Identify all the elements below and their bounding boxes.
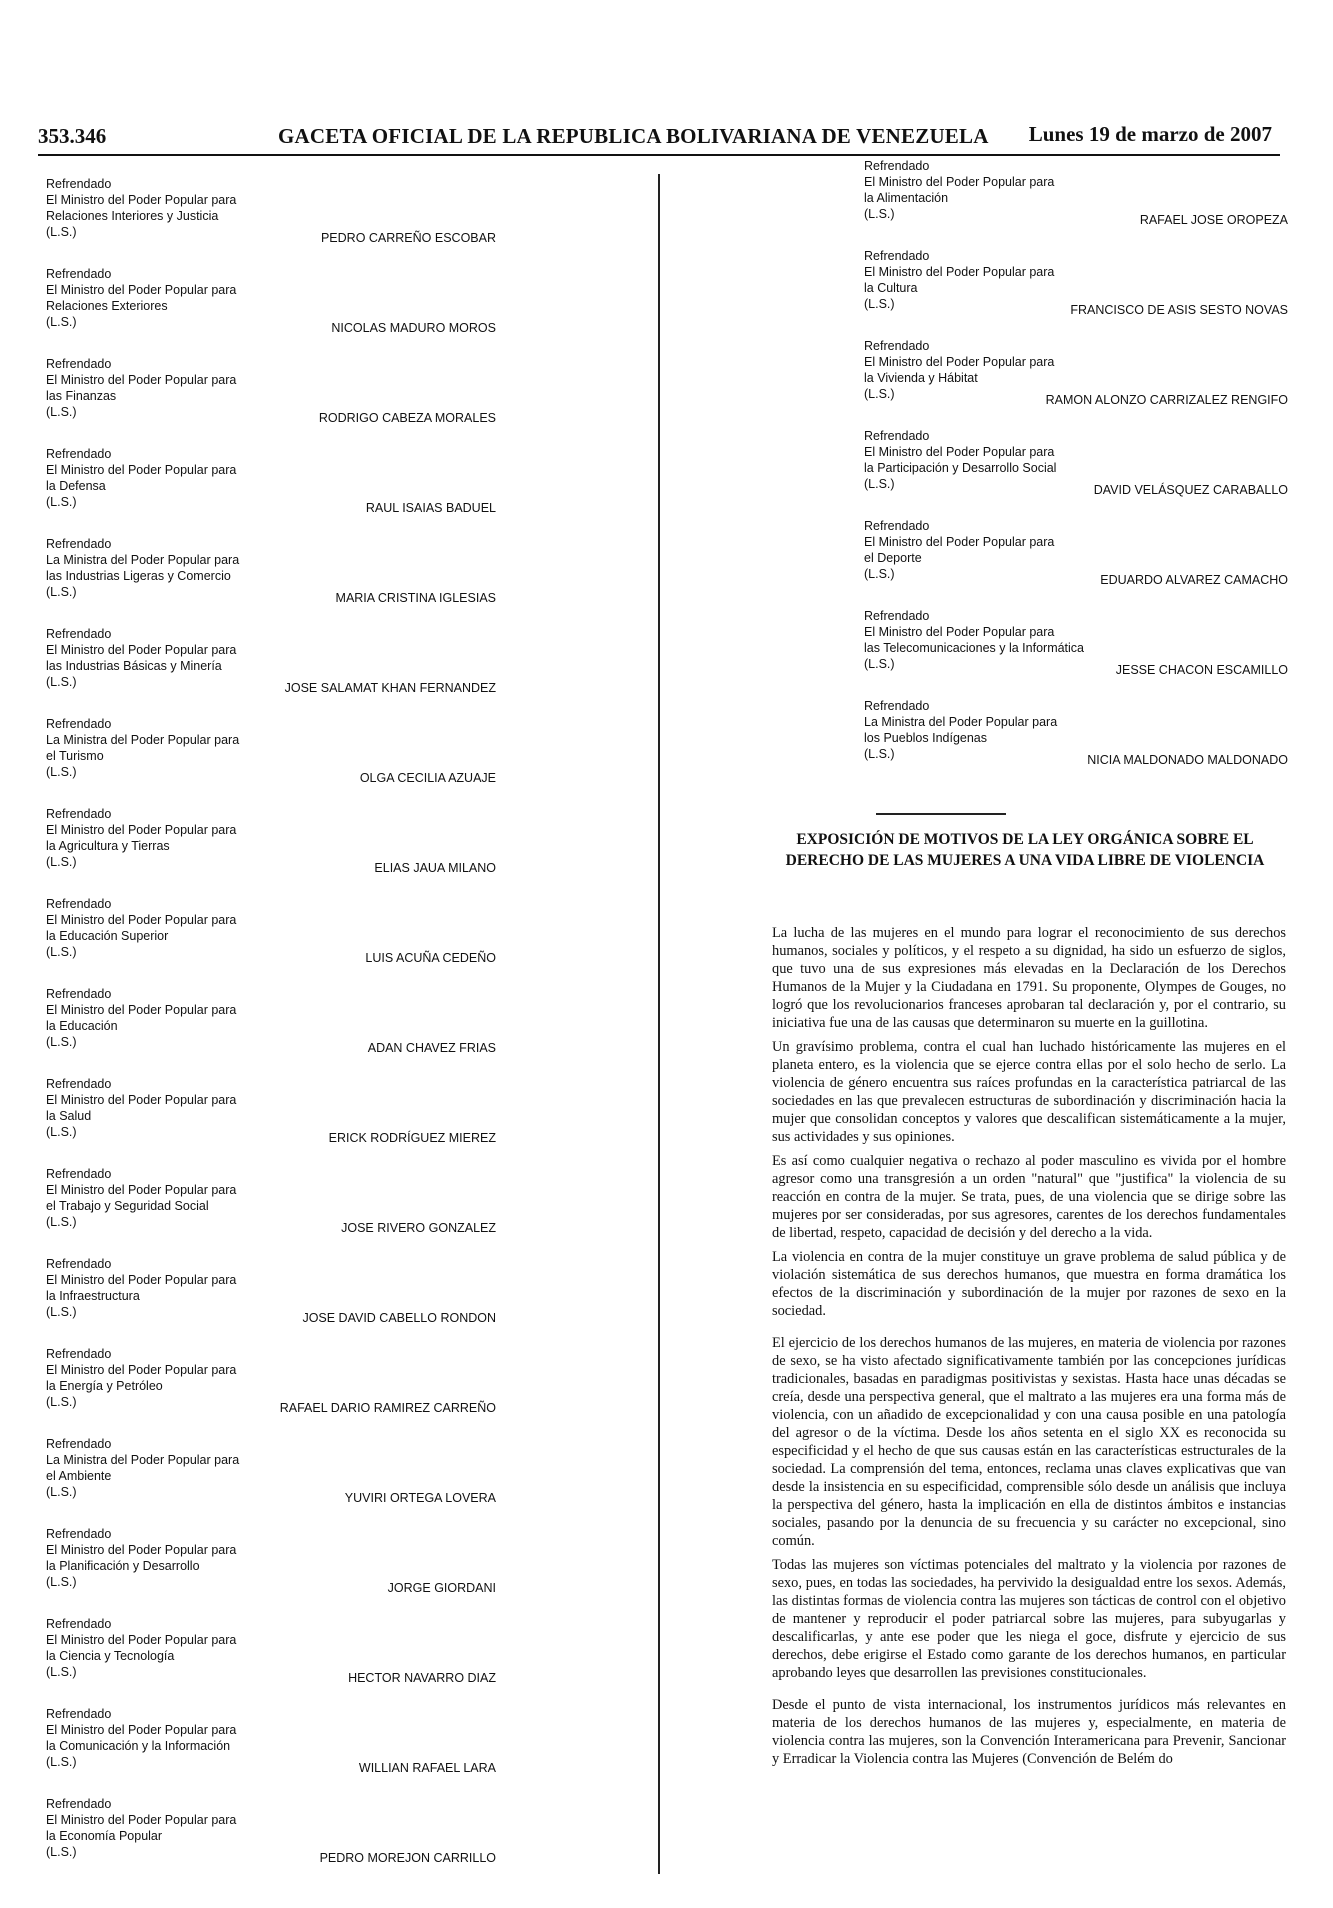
signature-block: [864, 518, 1288, 608]
signature-line: (L.S.): [46, 1305, 77, 1319]
signature-line: El Ministro del Poder Popular para: [46, 823, 237, 837]
minister-name: LUIS ACUÑA CEDEÑO: [365, 951, 496, 965]
signature-line: (L.S.): [864, 207, 895, 221]
signature-line: Refrendado: [46, 357, 112, 371]
minister-name: HECTOR NAVARRO DIAZ: [348, 1671, 496, 1685]
left-signatures-column: [46, 176, 496, 1886]
minister-name: JOSE DAVID CABELLO RONDON: [302, 1311, 496, 1325]
signature-line: Refrendado: [864, 339, 930, 353]
signature-block: [46, 446, 496, 536]
signature-block: [46, 176, 496, 266]
signature-line: El Ministro del Poder Popular para: [864, 625, 1055, 639]
signature-line: El Ministro del Poder Popular para: [46, 1363, 237, 1377]
signature-line: Refrendado: [46, 1257, 112, 1271]
minister-name: RAMON ALONZO CARRIZALEZ RENGIFO: [1045, 393, 1288, 407]
signature-line: la Defensa: [46, 479, 106, 493]
signature-line: Refrendado: [864, 699, 930, 713]
signature-line: El Ministro del Poder Popular para: [46, 373, 237, 387]
signature-line: la Comunicación y la Información: [46, 1739, 231, 1753]
signature-line: El Ministro del Poder Popular para: [46, 1183, 237, 1197]
signature-line: la Alimentación: [864, 191, 949, 205]
signature-line: la Planificación y Desarrollo: [46, 1559, 200, 1573]
signature-line: (L.S.): [864, 297, 895, 311]
signature-line: (L.S.): [46, 945, 77, 959]
signature-line: (L.S.): [46, 675, 77, 689]
minister-name: PEDRO MOREJON CARRILLO: [319, 1851, 496, 1865]
signature-line: las Finanzas: [46, 389, 117, 403]
minister-name: EDUARDO ALVAREZ CAMACHO: [1100, 573, 1288, 587]
signature-line: Relaciones Interiores y Justicia: [46, 209, 219, 223]
signature-line: (L.S.): [46, 1575, 77, 1589]
signature-line: el Deporte: [864, 551, 922, 565]
body-paragraph: Todas las mujeres son víctimas potenciales del maltrato y la violencia por razones de sexo, pues, en todas las sociedades, ha pervivido la desigualdad entre los sexos. Además, las distintas formas de violencia contra las mujeres son tácticas de control con el objetivo de mantener y reproducir el poder patriarcal sobre las mujeres, para subyugarlas y descalificarlas, y ante ese poder que les niega el goce, disfrute y ejercicio de sus derechos, debe erigirse el Estado como garante de los derechos humanos, en particular aprobando leyes que desarrollen las previsiones constitucionales.: [772, 1557, 1286, 1681]
minister-name: NICIA MALDONADO MALDONADO: [1087, 753, 1288, 767]
minister-name: NICOLAS MADURO MOROS: [331, 321, 496, 335]
signature-line: la Educación Superior: [46, 929, 169, 943]
minister-name: RAFAEL DARIO RAMIREZ CARREÑO: [279, 1401, 496, 1415]
signature-line: El Ministro del Poder Popular para: [46, 1273, 237, 1287]
signature-line: El Ministro del Poder Popular para: [864, 445, 1055, 459]
minister-name: JORGE GIORDANI: [387, 1581, 496, 1595]
signature-line: la Vivienda y Hábitat: [864, 371, 978, 385]
signature-line: la Salud: [46, 1109, 92, 1123]
signature-line: Refrendado: [864, 609, 930, 623]
signature-line: Refrendado: [46, 1437, 112, 1451]
minister-name: YUVIRI ORTEGA LOVERA: [344, 1491, 496, 1505]
minister-name: WILLIAN RAFAEL LARA: [358, 1761, 496, 1775]
column-divider: [658, 174, 660, 1874]
signature-line: Refrendado: [46, 1167, 112, 1181]
signature-block: [46, 356, 496, 446]
minister-name: FRANCISCO DE ASIS SESTO NOVAS: [1070, 303, 1288, 317]
signature-block: [46, 1796, 496, 1886]
issue-date: Lunes 19 de marzo de 2007: [1028, 122, 1272, 146]
signature-line: (L.S.): [864, 477, 895, 491]
signature-block: [46, 626, 496, 716]
signature-line: el Turismo: [46, 749, 104, 763]
signature-line: (L.S.): [46, 315, 77, 329]
signature-line: las Telecomunicaciones y la Informática: [864, 641, 1085, 655]
signature-line: La Ministra del Poder Popular para: [864, 715, 1058, 729]
signature-block: [46, 896, 496, 986]
signature-line: (L.S.): [46, 225, 77, 239]
signature-block: [46, 266, 496, 356]
right-signatures-column: [864, 158, 1288, 788]
signature-line: Refrendado: [46, 1617, 112, 1631]
body-paragraph: La violencia en contra de la mujer constituye un grave problema de salud pública y de violación sistemática de sus derechos humanos, que muestra en forma dramática los efectos de la discriminación y subordinación de la mujer por razones de sexo en la sociedad.: [772, 1249, 1286, 1319]
body-paragraph: Es así como cualquier negativa o rechazo al poder masculino es vivida por el hombre agresor como una transgresión a un orden "natural" que "justifica" la violencia de su reacción en contra de la mujer. Se trata, pues, de una violencia que se dirige sobre las mujeres por ser consideradas, por sus agresores, carentes de los derechos fundamentales de libertad, respeto, capacidad de decisión y del derecho a la vida.: [772, 1153, 1286, 1241]
signature-block: [864, 338, 1288, 428]
signature-line: (L.S.): [46, 1035, 77, 1049]
signature-line: El Ministro del Poder Popular para: [46, 283, 237, 297]
signature-block: [864, 428, 1288, 518]
signature-line: La Ministra del Poder Popular para: [46, 733, 240, 747]
signature-line: El Ministro del Poder Popular para: [864, 175, 1055, 189]
signature-block: [864, 248, 1288, 338]
signature-line: (L.S.): [46, 855, 77, 869]
signature-line: El Ministro del Poder Popular para: [864, 535, 1055, 549]
minister-name: RODRIGO CABEZA MORALES: [318, 411, 496, 425]
signature-block: [46, 1166, 496, 1256]
signature-line: Refrendado: [46, 1347, 112, 1361]
minister-name: RAUL ISAIAS BADUEL: [365, 501, 496, 515]
signature-line: Refrendado: [46, 1797, 112, 1811]
signature-line: Refrendado: [46, 1707, 112, 1721]
signature-line: Refrendado: [46, 987, 112, 1001]
gazette-title: GACETA OFICIAL DE LA REPUBLICA BOLIVARIANA DE VENEZUELA: [278, 124, 989, 148]
signature-line: El Ministro del Poder Popular para: [864, 355, 1055, 369]
signature-line: Refrendado: [46, 267, 112, 281]
signature-line: (L.S.): [46, 1755, 77, 1769]
signature-block: [46, 986, 496, 1076]
signature-line: Refrendado: [864, 429, 930, 443]
minister-name: JOSE RIVERO GONZALEZ: [341, 1221, 496, 1235]
minister-name: ELIAS JAUA MILANO: [374, 861, 496, 875]
signature-line: (L.S.): [46, 495, 77, 509]
signature-line: El Ministro del Poder Popular para: [46, 1633, 237, 1647]
minister-name: MARIA CRISTINA IGLESIAS: [335, 591, 496, 605]
signature-line: Refrendado: [46, 1077, 112, 1091]
page-header: [38, 124, 1280, 156]
signature-line: el Trabajo y Seguridad Social: [46, 1199, 209, 1213]
signature-line: El Ministro del Poder Popular para: [46, 1813, 237, 1827]
minister-name: PEDRO CARREÑO ESCOBAR: [320, 231, 496, 245]
body-paragraph: Desde el punto de vista internacional, los instrumentos jurídicos más relevantes en materia de los derechos humanos de las mujeres y, especialmente, en materia de violencia contra las mujeres, son la Convención Interamericana para Prevenir, Sancionar y Erradicar la Violencia contra las Mujeres (Convención de Belém do: [772, 1697, 1286, 1767]
signature-line: (L.S.): [46, 1125, 77, 1139]
signature-line: (L.S.): [46, 1215, 77, 1229]
signature-line: Refrendado: [864, 519, 930, 533]
page-number: 353.346: [38, 124, 107, 148]
signature-line: Refrendado: [46, 537, 112, 551]
body-paragraph: Un gravísimo problema, contra el cual han luchado históricamente las mujeres en el planeta entero, es la violencia que se ejerce contra ellas por el solo hecho de serlo. La violencia de género encuentra sus raíces profundas en la característica patriarcal de las sociedades en las que prevalecen estructuras de subordinación y discriminación hacia la mujer que consolidan conceptos y valores que descalifican sistemáticamente a la mujer, sus actividades y sus opiniones.: [772, 1039, 1286, 1145]
signature-line: (L.S.): [864, 747, 895, 761]
signature-line: la Economía Popular: [46, 1829, 163, 1843]
signature-line: El Ministro del Poder Popular para: [46, 463, 237, 477]
signature-line: las Industrias Básicas y Minería: [46, 659, 222, 673]
signature-block: [46, 1616, 496, 1706]
signature-line: El Ministro del Poder Popular para: [46, 913, 237, 927]
signature-line: la Educación: [46, 1019, 118, 1033]
signature-line: Refrendado: [46, 897, 112, 911]
signature-line: (L.S.): [46, 1665, 77, 1679]
signature-line: (L.S.): [46, 1395, 77, 1409]
signature-line: las Industrias Ligeras y Comercio: [46, 569, 231, 583]
signature-line: (L.S.): [864, 387, 895, 401]
signature-line: El Ministro del Poder Popular para: [46, 643, 237, 657]
minister-name: JESSE CHACON ESCAMILLO: [1115, 663, 1288, 677]
signature-line: El Ministro del Poder Popular para: [46, 1723, 237, 1737]
minister-name: ERICK RODRÍGUEZ MIEREZ: [328, 1131, 496, 1145]
signature-line: (L.S.): [46, 1845, 77, 1859]
signature-block: [864, 608, 1288, 698]
signature-block: [46, 1436, 496, 1526]
signature-line: La Ministra del Poder Popular para: [46, 553, 240, 567]
signature-block: [46, 806, 496, 896]
signature-line: El Ministro del Poder Popular para: [864, 265, 1055, 279]
signature-line: la Cultura: [864, 281, 918, 295]
signature-line: el Ambiente: [46, 1469, 112, 1483]
signature-line: Refrendado: [46, 717, 112, 731]
signature-block: [46, 1256, 496, 1346]
signature-line: (L.S.): [46, 1485, 77, 1499]
signature-block: [46, 1706, 496, 1796]
signature-line: Refrendado: [46, 627, 112, 641]
signature-line: Refrendado: [46, 447, 112, 461]
signature-line: Refrendado: [864, 249, 930, 263]
signature-line: la Infraestructura: [46, 1289, 140, 1303]
section-rule: [876, 813, 1006, 815]
signature-block: [864, 158, 1288, 248]
body-paragraph: El ejercicio de los derechos humanos de las mujeres, en materia de violencia por razones de sexo, se ha visto afectado significativamente también por las concepciones jurídicas tradicionales, basadas en paradigmas positivistas y sexistas. Hasta hace unas décadas se creía, desde una perspectiva general, que el maltrato a las mujeres era una forma más de violencia, con un añadido de excepcionalidad y con una causa posible en una patología del agresor o de la víctima. Desde los años setenta en el siglo XX es reconocida su especificidad y el hecho de que sus causas están en las características estructurales de la sociedad. La comprensión del tema, entonces, reclama unas claves explicativas que van desde la insistencia en su especificidad, comprensible sólo desde un análisis que incluya la perspectiva del género, hasta la implicación en ella de distintos ámbitos e instancias sociales, pasando por la denuncia de su frecuencia y su carácter no excepcional, sino común.: [772, 1335, 1286, 1549]
signature-line: los Pueblos Indígenas: [864, 731, 988, 745]
signature-line: (L.S.): [46, 405, 77, 419]
signature-line: El Ministro del Poder Popular para: [46, 1093, 237, 1107]
signature-line: Refrendado: [46, 807, 112, 821]
exposition-body: [772, 924, 1286, 1774]
signature-line: El Ministro del Poder Popular para: [46, 1543, 237, 1557]
signature-line: la Ciencia y Tecnología: [46, 1649, 175, 1663]
signature-line: La Ministra del Poder Popular para: [46, 1453, 240, 1467]
minister-name: DAVID VELÁSQUEZ CARABALLO: [1093, 483, 1288, 497]
minister-name: OLGA CECILIA AZUAJE: [359, 771, 496, 785]
signature-line: la Agricultura y Tierras: [46, 839, 170, 853]
signature-line: (L.S.): [46, 585, 77, 599]
minister-name: RAFAEL JOSE OROPEZA: [1139, 213, 1288, 227]
signature-line: Refrendado: [864, 159, 930, 173]
minister-name: ADAN CHAVEZ FRIAS: [367, 1041, 496, 1055]
signature-block: [46, 1526, 496, 1616]
signature-line: El Ministro del Poder Popular para: [46, 193, 237, 207]
body-paragraph: La lucha de las mujeres en el mundo para lograr el reconocimiento de sus derechos humanos, sociales y políticos, y el respeto a su dignidad, ha sido un esfuerzo de siglos, que tuvo una de sus expresiones más elevadas en la Declaración de los Derechos Humanos de la Mujer y la Ciudadana en 1791. Su proponente, Olympes de Gouges, no logró que los revolucionarios franceses aprobaran tal declaración y, por el contrario, su iniciativa fue una de las causas que determinaron su muerte en la guillotina.: [772, 925, 1286, 1031]
minister-name: JOSE SALAMAT KHAN FERNANDEZ: [284, 681, 496, 695]
signature-line: (L.S.): [46, 765, 77, 779]
signature-line: (L.S.): [864, 567, 895, 581]
signature-line: (L.S.): [864, 657, 895, 671]
signature-line: la Energía y Petróleo: [46, 1379, 163, 1393]
signature-block: [864, 698, 1288, 788]
signature-block: [46, 1076, 496, 1166]
signature-block: [46, 716, 496, 806]
section-title: EXPOSICIÓN DE MOTIVOS DE LA LEY ORGÁNICA SOBRE EL DERECHO DE LAS MUJERES A UNA VIDA LIBRE DE VIOLENCIA: [785, 831, 1265, 869]
signature-line: Refrendado: [46, 177, 112, 191]
signature-line: la Participación y Desarrollo Social: [864, 461, 1057, 475]
signature-block: [46, 536, 496, 626]
signature-line: El Ministro del Poder Popular para: [46, 1003, 237, 1017]
signature-block: [46, 1346, 496, 1436]
signature-line: Relaciones Exteriores: [46, 299, 168, 313]
signature-line: Refrendado: [46, 1527, 112, 1541]
